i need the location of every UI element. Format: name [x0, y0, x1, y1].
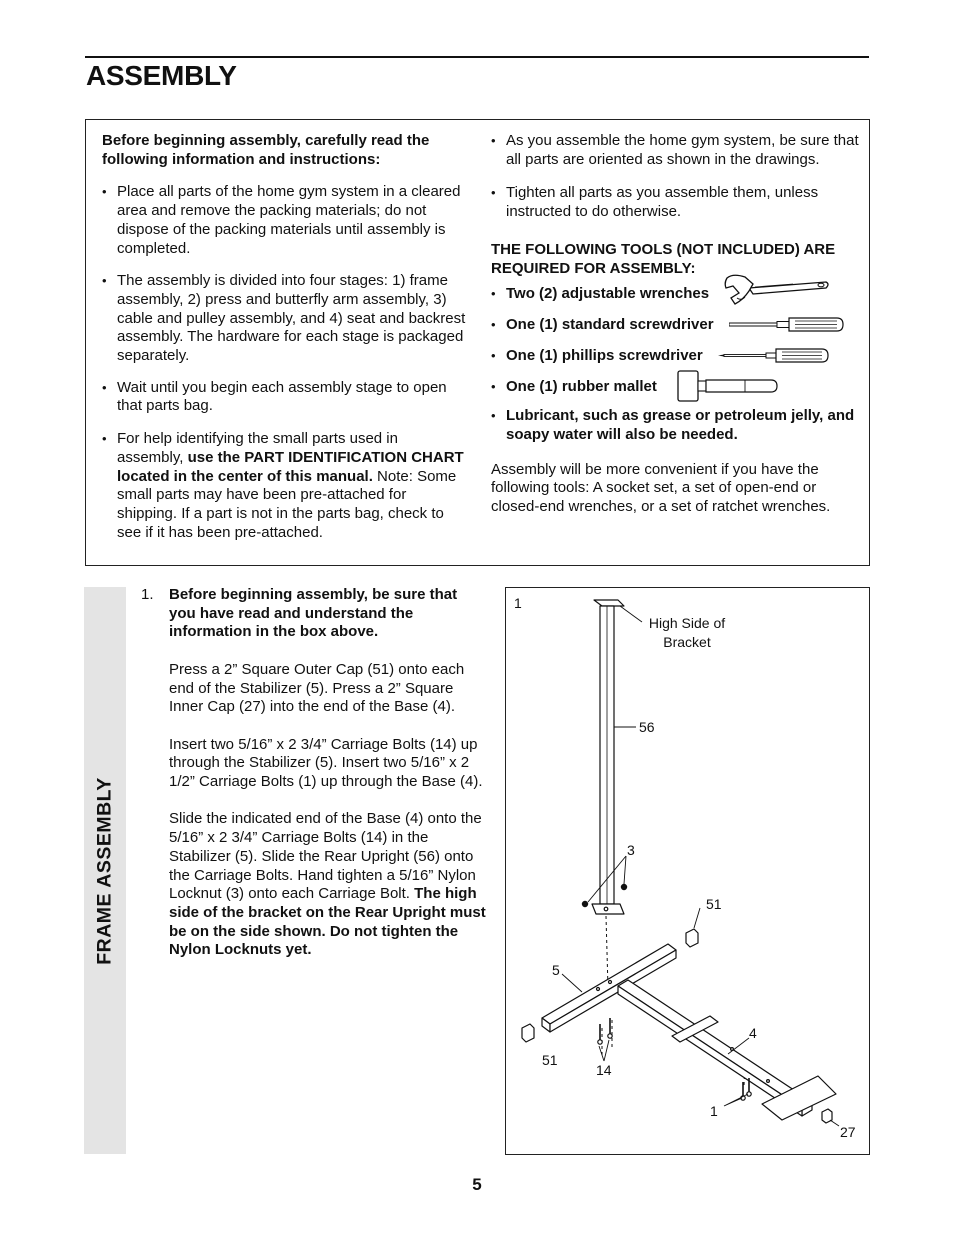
- tool-item: [491, 340, 861, 371]
- callout-locknut: 3: [627, 842, 635, 858]
- bullet-item: • As you assemble the home gym system, be sure that all parts are oriented as shown in the drawings.: [491, 132, 861, 169]
- step-text: Slide the indicated end of the Base (4) onto the 5/16” x 2 3/4” Carriage Bolts (14) in the Stabilizer (5). Slide the Rear Upright (56) onto the Carriage Bolts. Hand tighten a 5/16” Nylon Locknut (3) onto each Carriage Bolt.: [169, 810, 482, 903]
- tool-label: One (1) standard screwdriver: [506, 316, 714, 334]
- step-paragraph: Press a 2” Square Outer Cap (51) onto each end of the Stabilizer (5). Press a 2” Square Inner Cap (27) into the end of the Base (4).: [169, 660, 465, 716]
- standard-screwdriver-icon: [729, 314, 845, 336]
- callout-cap-right: 51: [706, 896, 722, 912]
- step-body: [169, 586, 487, 979]
- callout-inner-cap: 27: [840, 1124, 856, 1140]
- step-paragraph: [169, 810, 487, 960]
- help-bullet: [102, 430, 467, 542]
- locknut: [582, 901, 587, 906]
- callout-text: High Side of: [648, 615, 726, 631]
- tool-label: Two (2) adjustable wrenches: [506, 285, 710, 303]
- instructions-left-column: [102, 132, 467, 555]
- section-sidebar: [84, 587, 126, 1154]
- callout-base: 4: [749, 1025, 757, 1041]
- bullet-item: • The assembly is divided into four stages: 1) frame assembly, 2) press and butterfly arm assembly, 3) cable and pulley assembly, and 4) seat and backrest assembly. The hardware for each stage is packaged separately.: [102, 272, 467, 366]
- tool-item: [491, 278, 861, 309]
- rubber-mallet-icon: [677, 368, 781, 404]
- help-text-pre: For help identifying the small parts used in assembly,: [117, 430, 398, 466]
- bullet-item: • Place all parts of the home gym system in a cleared area and remove the packing materials; do not dispose of the packing materials until assembly is completed.: [102, 183, 467, 258]
- tool-label: One (1) rubber mallet: [506, 378, 657, 396]
- instructions-box: [85, 119, 870, 566]
- step-paragraph: Insert two 5/16” x 2 3/4” Carriage Bolts (14) up through the Stabilizer (5). Insert two 5/16” x 2 1/2” Carriage Bolts (1) up through the Base (4).: [169, 735, 483, 790]
- callout-cap-left: 51: [542, 1052, 558, 1068]
- outer-cap-right: [686, 929, 698, 947]
- step-warning: The high side of the bracket on the Rear Upright must be on the side shown. Do not tighten the Nylon Locknuts yet.: [169, 885, 486, 959]
- lubricant-item: • Lubricant, such as grease or petroleum jelly, and soapy water will also be needed.: [491, 407, 861, 444]
- bullet-item: • Tighten all parts as you assemble them, unless instructed to do otherwise.: [491, 184, 861, 221]
- convenience-note: Assembly will be more convenient if you have the following tools: A socket set, a set of open-end or closed-end wrenches, or a set of ratchet wrenches.: [491, 460, 831, 516]
- assembly-figure: [505, 587, 870, 1155]
- locknut: [621, 884, 626, 889]
- tool-label: One (1) phillips screwdriver: [506, 347, 703, 365]
- intro-text: Before beginning assembly, carefully read the following information and instructions:: [102, 132, 430, 168]
- instructions-right-column: [491, 132, 861, 517]
- step-number: 1.: [141, 586, 154, 603]
- help-text-post: Note: Some small parts may have been pre-attached for shipping. If a part is not in the parts bag, check to see if it has been pre-attached.: [117, 467, 457, 541]
- frame-assembly-drawing: [506, 588, 868, 1153]
- page-number: 5: [472, 1175, 482, 1194]
- tool-item: [491, 309, 861, 340]
- adjustable-wrench-icon: [723, 274, 831, 308]
- phillips-screwdriver-icon: [718, 345, 830, 367]
- page-title: ASSEMBLY: [86, 60, 237, 91]
- callout-text: Bracket: [663, 634, 711, 650]
- callout-stabilizer: 5: [552, 962, 560, 978]
- help-text-bold: use the PART IDENTIFICATION CHART located in the center of this manual.: [117, 448, 464, 485]
- callout-bracket: [639, 614, 735, 652]
- figure-number: 1: [514, 595, 522, 611]
- callout-upright: 56: [639, 719, 655, 735]
- tools-heading: THE FOLLOWING TOOLS (NOT INCLUDED) ARE REQUIRED FOR ASSEMBLY:: [491, 240, 836, 277]
- step-lead: Before beginning assembly, be sure that you have read and understand the information in the box above.: [169, 586, 458, 641]
- callout-bolts-14: 14: [596, 1062, 612, 1078]
- callout-bolts-1: 1: [710, 1103, 718, 1119]
- inner-cap: [822, 1109, 832, 1123]
- base: [618, 980, 812, 1108]
- tool-item: [491, 371, 861, 402]
- section-label: FRAME ASSEMBLY: [93, 776, 116, 965]
- rear-upright: [594, 600, 624, 606]
- outer-cap-left: [522, 1024, 534, 1042]
- bullet-item: • Wait until you begin each assembly stage to open that parts bag.: [102, 379, 467, 416]
